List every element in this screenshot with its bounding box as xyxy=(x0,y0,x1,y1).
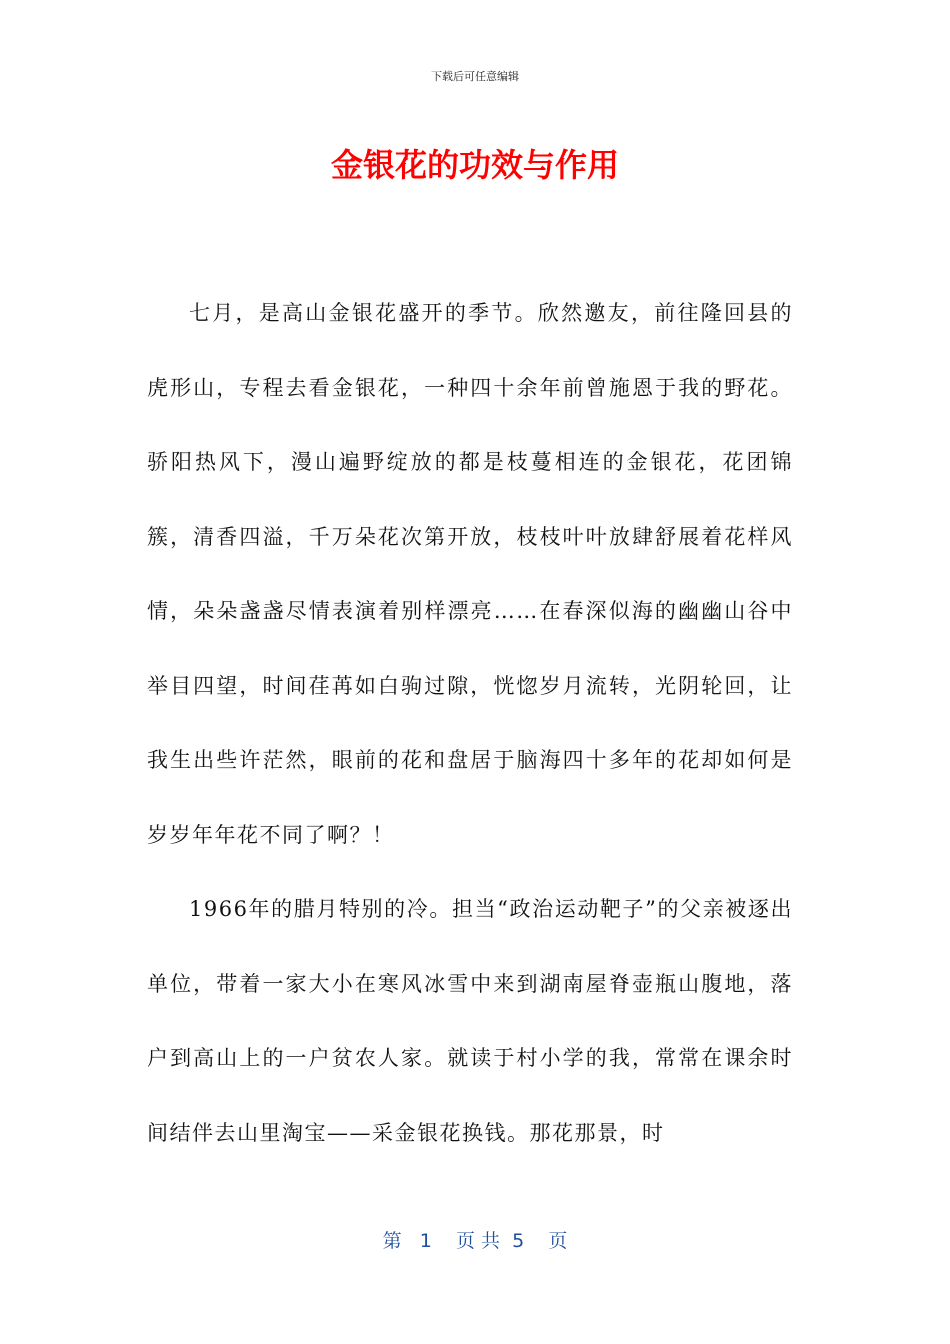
page-number-footer: 第 1 页 共 5 页 xyxy=(382,1230,568,1252)
document-body xyxy=(147,276,793,1170)
header-note: 下载后可任意编辑 xyxy=(431,70,519,83)
paragraph-2: 1966年的腊月特别的冷。担当“政治运动靶子”的父亲被逐出单位，带着一家大小在寒风冰雪中来到湖南屋脊壶瓶山腹地，落户到高山上的一户贫农人家。就读于村小学的我，常常在课余时间结伴去山里淘宝——采金银花换钱。那花那景，时 xyxy=(147,897,793,1145)
document-title: 金银花的功效与作用 xyxy=(330,146,619,184)
paragraph-1: 七月，是高山金银花盛开的季节。欣然邀友，前往隆回县的虎形山，专程去看金银花，一种四十余年前曾施恩于我的野花。骄阳热风下，漫山遍野绽放的都是枝蔓相连的金银花，花团锦簇，清香四溢，千万朵花次第开放，枝枝叶叶放肆舒展着花样风情，朵朵盏盏尽情表演着别样漂亮……在春深似海的幽幽山谷中举目四望，时间荏苒如白驹过隙，恍惚岁月流转，光阴轮回，让我生出些许茫然，眼前的花和盘居于脑海四十多年的花却如何是岁岁年年花不同了啊？！ xyxy=(147,301,793,847)
